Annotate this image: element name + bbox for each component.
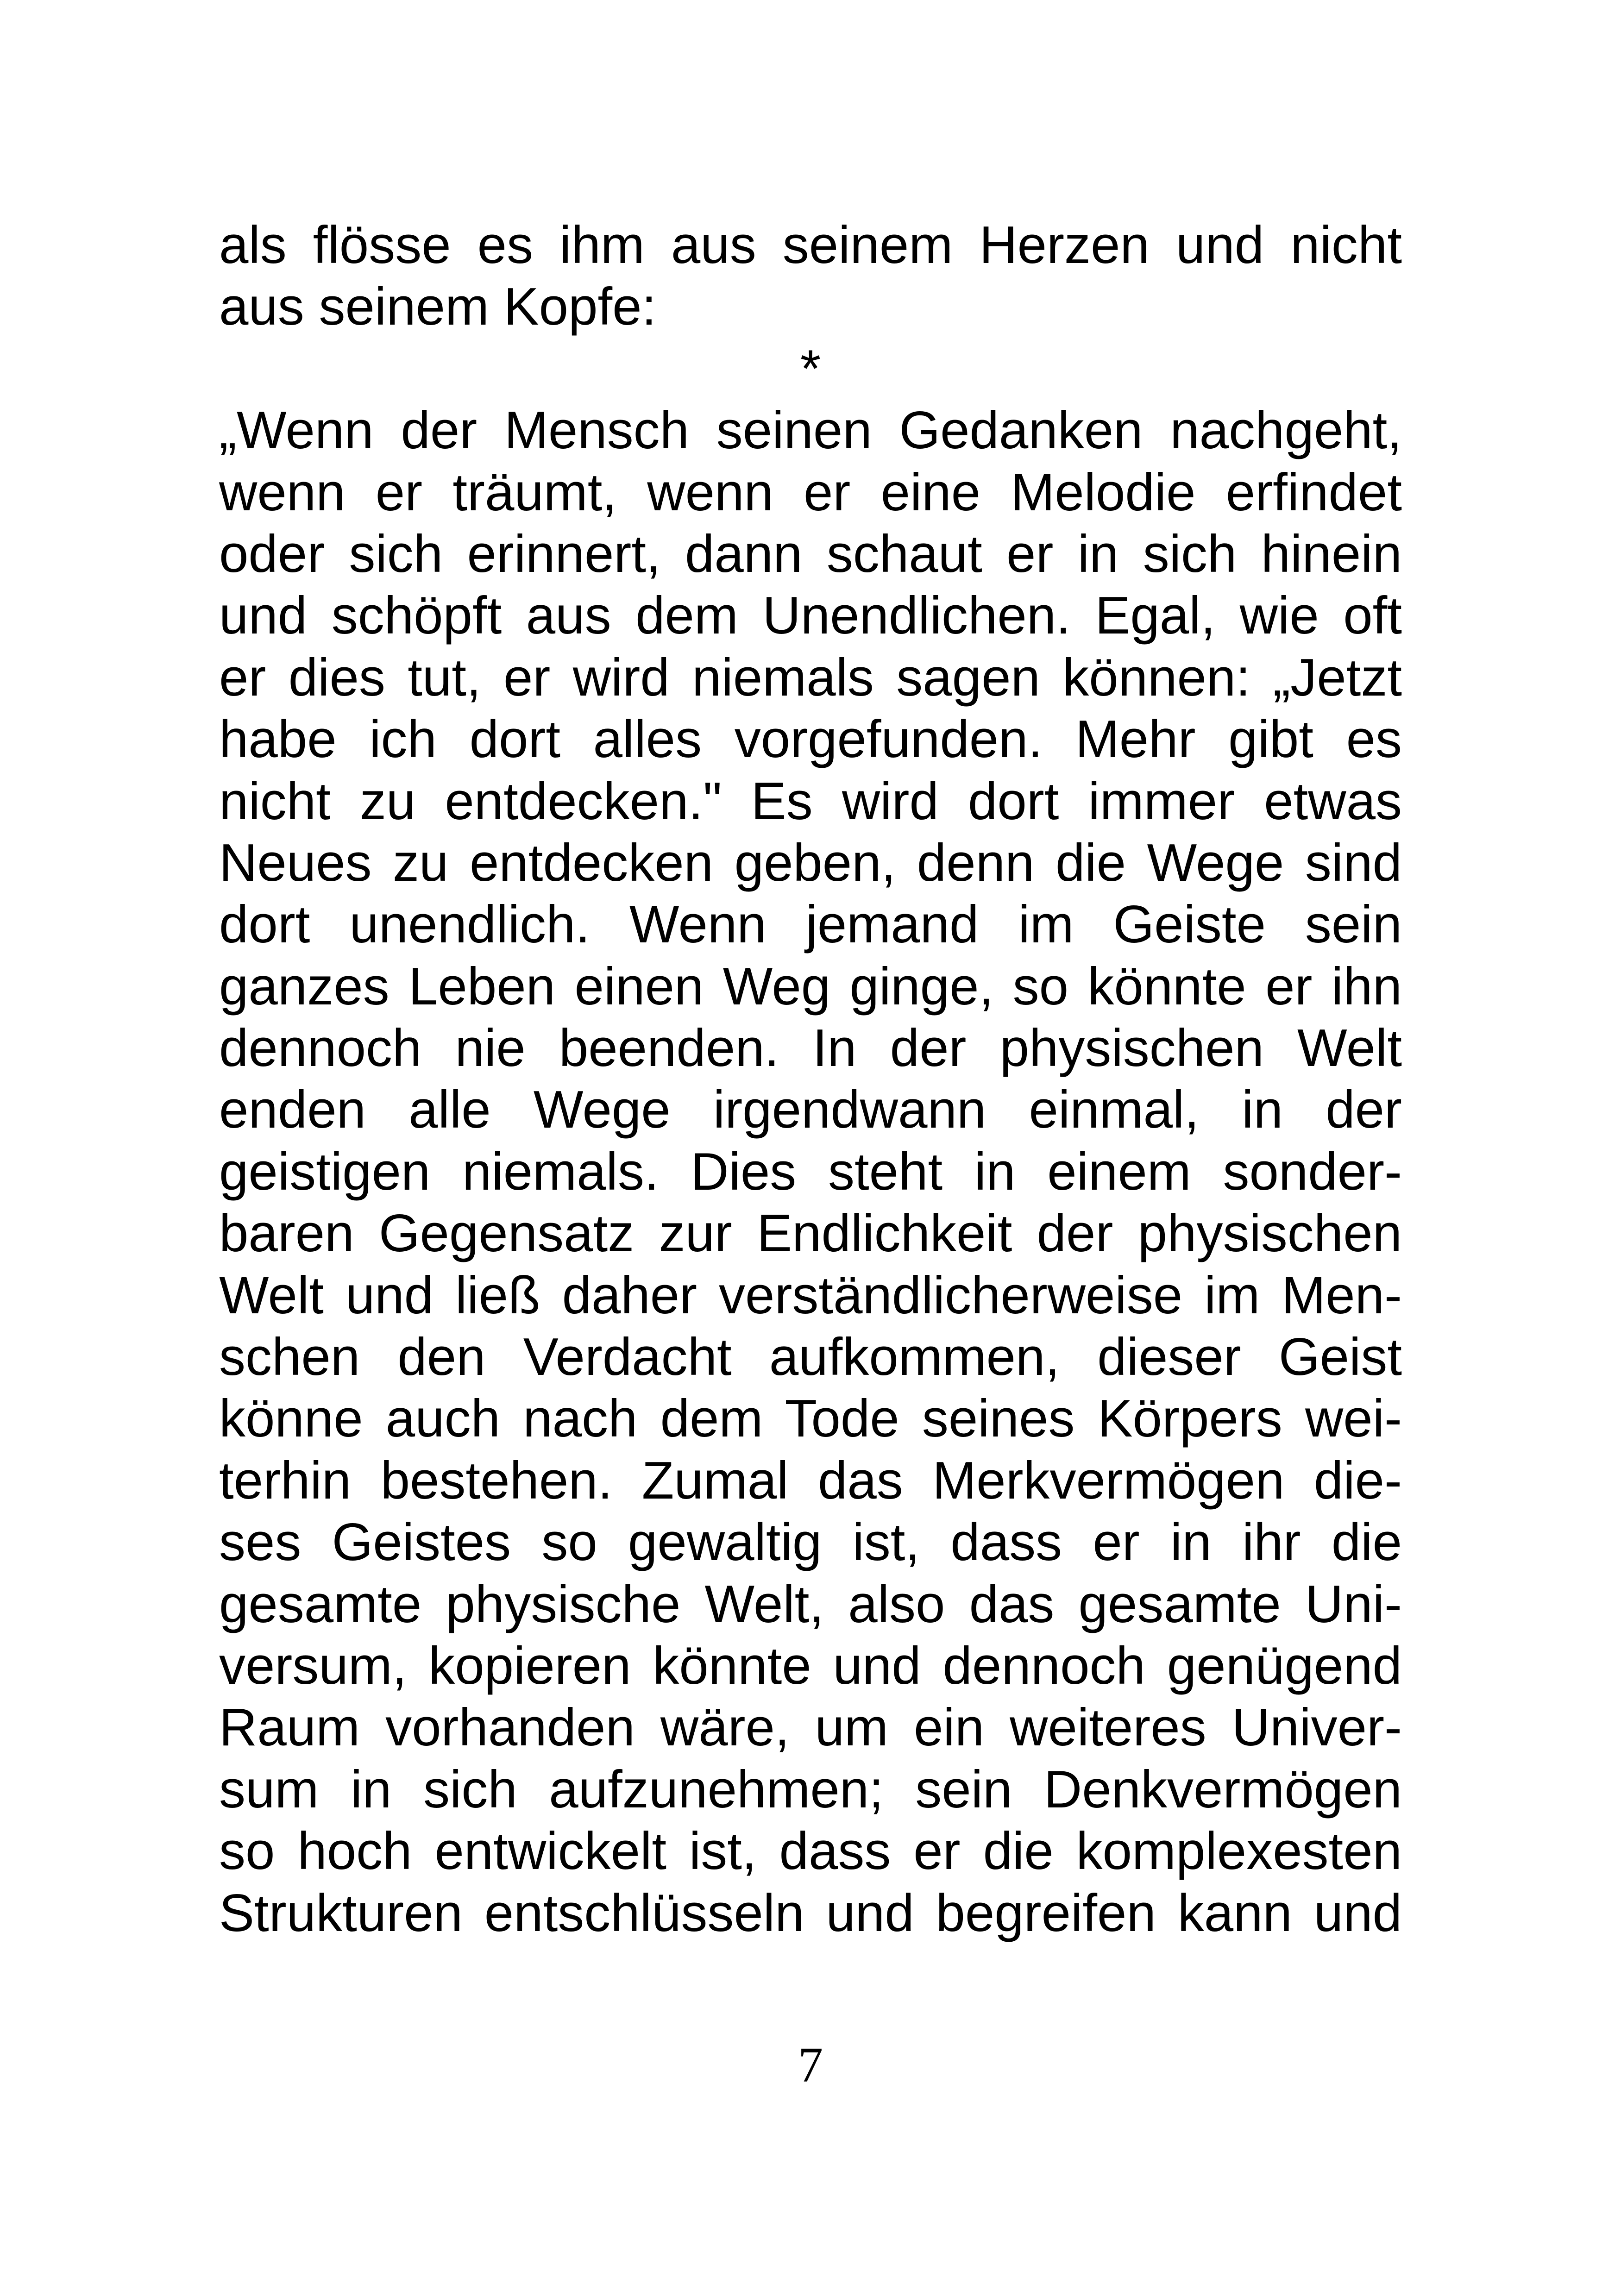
text-line: geistigen niemals. Dies steht in einem sonder- [219, 1142, 1402, 1201]
text-line: baren Gegensatz zur Endlichkeit der physischen [219, 1204, 1402, 1263]
text-line: und schöpft aus dem Unendlichen. Egal, wie oft [219, 586, 1402, 646]
text-line: schen den Verdacht aufkommen, dieser Geist [219, 1328, 1402, 1387]
text-line: gesamte physische Welt, also das gesamte Uni- [219, 1575, 1402, 1634]
text-line: Welt und ließ daher verständlicherweise im Men- [219, 1266, 1402, 1325]
text-line: aus seinem Kopfe: [219, 277, 657, 337]
text-line: könne auch nach dem Tode seines Körpers wei- [219, 1389, 1402, 1449]
text-line: oder sich erinnert, dann schaut er in sich hinein [219, 524, 1402, 583]
text-line: nicht zu entdecken." Es wird dort immer etwas [219, 772, 1402, 831]
text-line: Strukturen entschlüsseln und begreifen kann und [219, 1883, 1402, 1943]
text-line: wenn er träumt, wenn er eine Melodie erfindet [219, 463, 1402, 522]
text-line: Neues zu entdecken geben, denn die Wege sind [219, 833, 1402, 892]
text-line: „Wenn der Mensch seinen Gedanken nachgeht, [219, 401, 1402, 460]
text-line: sum in sich aufzunehmen; sein Denkvermögen [219, 1760, 1402, 1819]
text-line: dort unendlich. Wenn jemand im Geiste sein [219, 895, 1402, 954]
text-line: habe ich dort alles vorgefunden. Mehr gibt es [219, 710, 1402, 769]
text-line: als flösse es ihm aus seinem Herzen und nicht [219, 216, 1402, 275]
text-line: ses Geistes so gewaltig ist, dass er in ihr die [219, 1513, 1402, 1572]
text-line: enden alle Wege irgendwann einmal, in der [219, 1080, 1402, 1140]
text-line: versum, kopieren könnte und dennoch genügend [219, 1636, 1402, 1695]
page-number: 7 [798, 2038, 823, 2093]
text-line: er dies tut, er wird niemals sagen können: „Jetzt [219, 648, 1402, 707]
text-line: * [800, 339, 821, 398]
text-line: terhin bestehen. Zumal das Merkvermögen die- [219, 1451, 1402, 1510]
text-line: Raum vorhanden wäre, um ein weiteres Univer- [219, 1698, 1402, 1757]
body-text [219, 214, 1402, 1944]
text-line: ganzes Leben einen Weg ginge, so könnte er ihn [219, 957, 1402, 1016]
text-line: dennoch nie beenden. In der physischen Welt [219, 1019, 1402, 1078]
text-line: so hoch entwickelt ist, dass er die komplexesten [219, 1822, 1402, 1881]
